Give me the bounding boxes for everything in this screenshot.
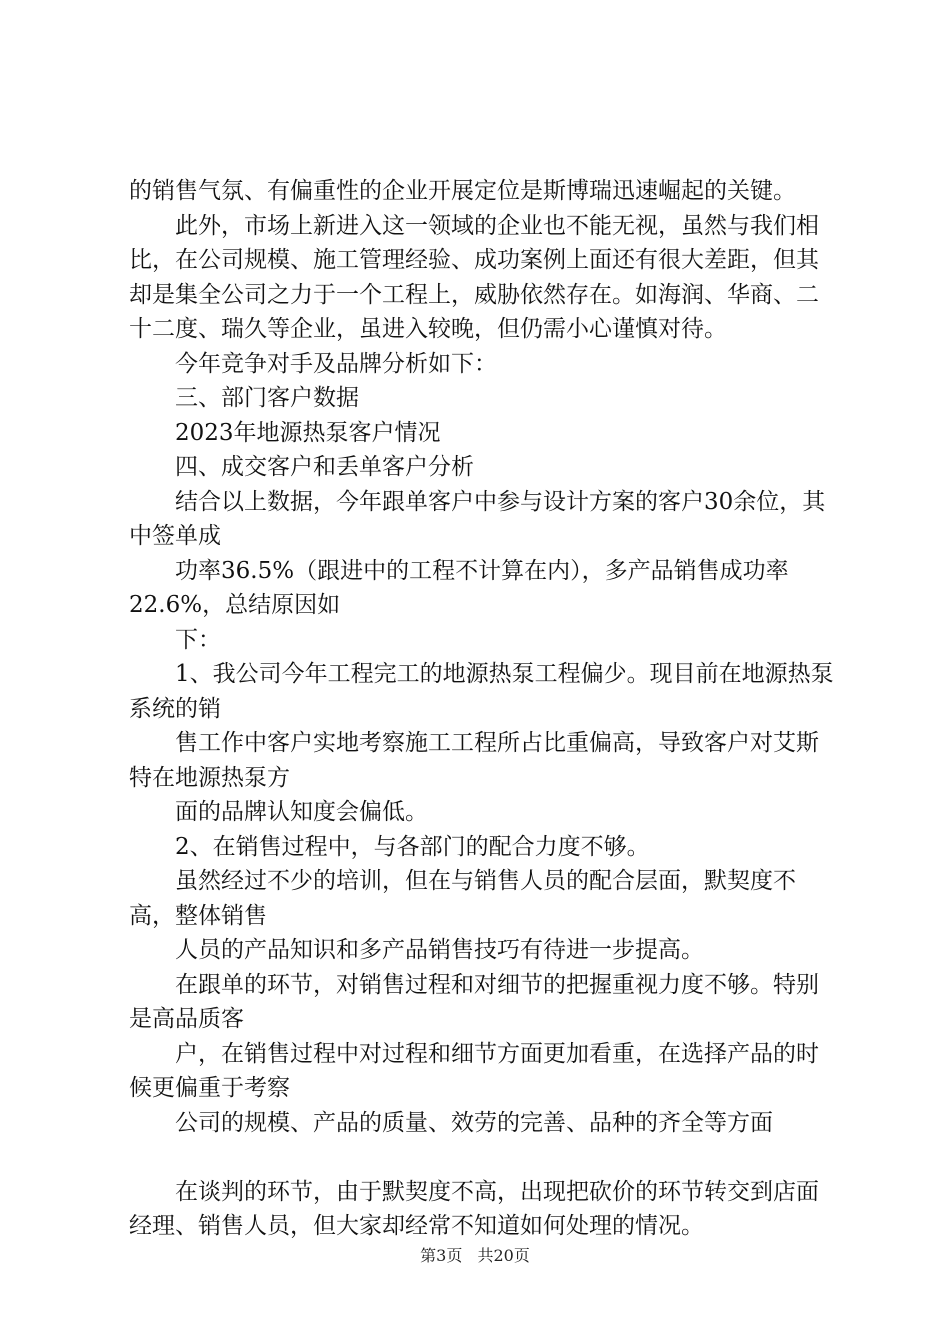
paragraph-summary-line-1: 结合以上数据，今年跟单客户中参与设计方案的客户30余位，其中签单成 xyxy=(129,488,826,549)
reason-2-line-1: 虽然经过不少的培训，但在与销售人员的配合层面，默契度不高，整体销售 xyxy=(129,868,796,929)
reason-2-line-2: 人员的产品知识和多产品销售技巧有待进一步提高。 xyxy=(175,937,704,963)
follow-up-line-3: 公司的规模、产品的质量、效劳的完善、品种的齐全等方面 xyxy=(175,1109,773,1136)
reason-1-line-2: 售工作中客户实地考察施工工程所占比重偏高，导致客户对艾斯特在地源热泵方 xyxy=(129,730,819,791)
table-caption: 2023年地源热泵客户情况 xyxy=(175,419,441,446)
paragraph-summary-line-3: 下： xyxy=(175,626,221,653)
reason-1-line-3: 面的品牌认知度会偏低。 xyxy=(175,799,428,825)
reason-2-heading: 2、在销售过程中，与各部门的配合力度不够。 xyxy=(175,833,650,860)
paragraph-negotiation: 在谈判的环节，由于默契度不高，出现把砍价的环节转交到店面经理、销售人员，但大家却经常不知道如何处理的情况。 xyxy=(129,1178,819,1239)
document-body xyxy=(129,174,834,1244)
follow-up-line-2: 户，在销售过程中对过程和细节方面更加看重，在选择产品的时候更偏重于考察 xyxy=(129,1040,819,1101)
section-heading-customer-analysis: 四、成交客户和丢单客户分析 xyxy=(175,454,474,480)
page-number: 第3页 xyxy=(420,1246,463,1265)
blank-line xyxy=(129,1140,834,1175)
page-footer xyxy=(0,1243,950,1266)
paragraph-new-entrants: 此外，市场上新进入这一领域的企业也不能无视，虽然与我们相比，在公司规模、施工管理经验、成功案例上面还有很大差距，但其却是集全公司之力于一个工程上，威胁依然存在。如海润、华商、二十二度、瑞久等企业，虽进入较晚，但仍需小心谨慎对待。 xyxy=(129,212,819,342)
paragraph-competitor-intro: 今年竞争对手及品牌分析如下： xyxy=(175,350,497,377)
follow-up-line-1: 在跟单的环节，对销售过程和对细节的把握重视力度不够。特别是高品质客 xyxy=(129,971,819,1032)
reason-1-line-1: 1、我公司今年工程完工的地源热泵工程偏少。现目前在地源热泵系统的销 xyxy=(129,661,834,722)
page-total: 共20页 xyxy=(477,1246,530,1265)
paragraph-continuation: 的销售气氛、有偏重性的企业开展定位是斯博瑞迅速崛起的关键。 xyxy=(129,178,796,204)
paragraph-summary-line-2: 功率36.5%（跟进中的工程不计算在内），多产品销售成功率22.6%，总结原因如 xyxy=(129,557,789,618)
section-heading-customer-data: 三、部门客户数据 xyxy=(175,385,359,411)
